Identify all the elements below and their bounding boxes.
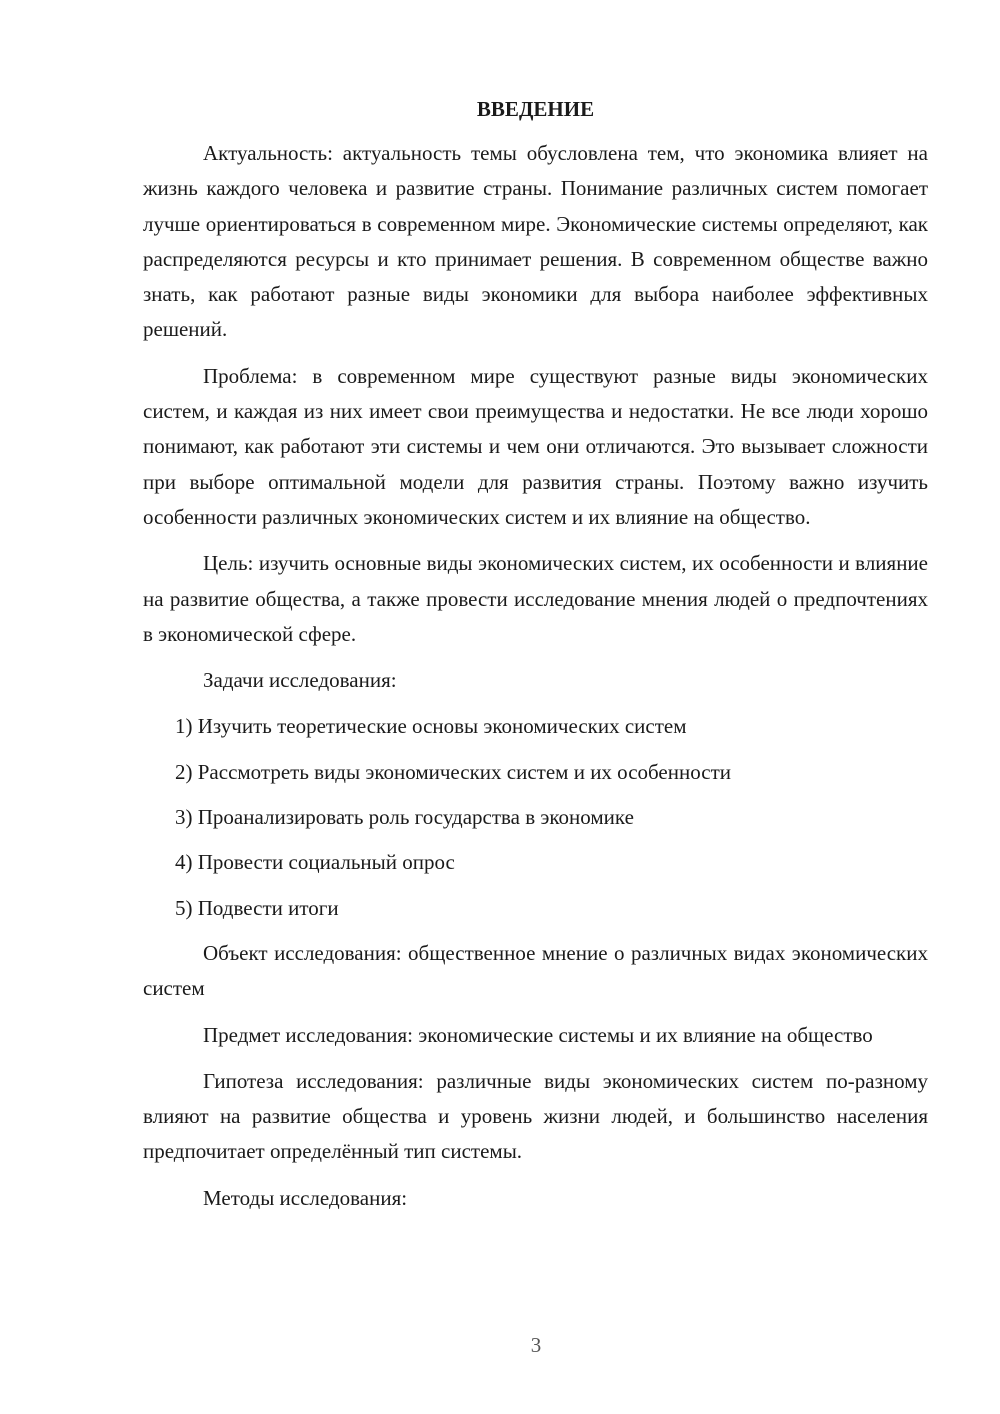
paragraph-methods: Методы исследования: (203, 1185, 408, 1210)
list-item: 1) Изучить теоретические основы экономических систем (175, 714, 687, 739)
paragraph-goal: Цель: изучить основные виды экономических систем, их особенности и влияние на развитие общества, а также провести исследование мнения людей о предпочтениях в экономической сфере. (143, 551, 928, 646)
paragraph-hypothesis: Гипотеза исследования: различные виды экономических систем по-разному влияют на развитие общества и уровень жизни людей, и большинство населения предпочитает определённый тип системы. (143, 1068, 928, 1164)
list-item: 3) Проанализировать роль государства в экономике (175, 805, 634, 830)
paragraph-subject: Предмет исследования: экономические системы и их влияние на общество (203, 1022, 873, 1047)
paragraph-relevance: Актуальность: актуальность темы обусловлена тем, что экономика влияет на жизнь каждого человека и развитие страны. Понимание различных систем помогает лучше ориентироваться в современном мире. Экономические системы определяют, как распределяются ресурсы и кто принимает решения. В современном обществе важно знать, как работают разные виды экономики для выбора наиболее эффективных решений. (143, 141, 928, 342)
list-item: 4) Провести социальный опрос (175, 850, 455, 875)
page-title: ВВЕДЕНИЕ (476, 97, 595, 121)
page-number: 3 (530, 1333, 542, 1357)
tasks-list (143, 709, 928, 925)
document-page (143, 92, 928, 1227)
paragraph-object: Объект исследования: общественное мнение о различных видах экономических систем (143, 940, 928, 1001)
list-item: 2) Рассмотреть виды экономических систем и их особенности (175, 759, 731, 784)
list-item: 5) Подвести итоги (175, 895, 339, 920)
paragraph-problem: Проблема: в современном мире существуют разные виды экономических систем, и каждая из них имеет свои преимущества и недостатки. Не все люди хорошо понимают, как работают эти системы и чем они отличаются. Это вызывает сложности при выборе оптимальной модели для развития страны. Поэтому важно изучить особенности различных экономических систем и их влияние на общество. (143, 363, 928, 529)
paragraph-tasks-heading: Задачи исследования: (203, 668, 397, 693)
